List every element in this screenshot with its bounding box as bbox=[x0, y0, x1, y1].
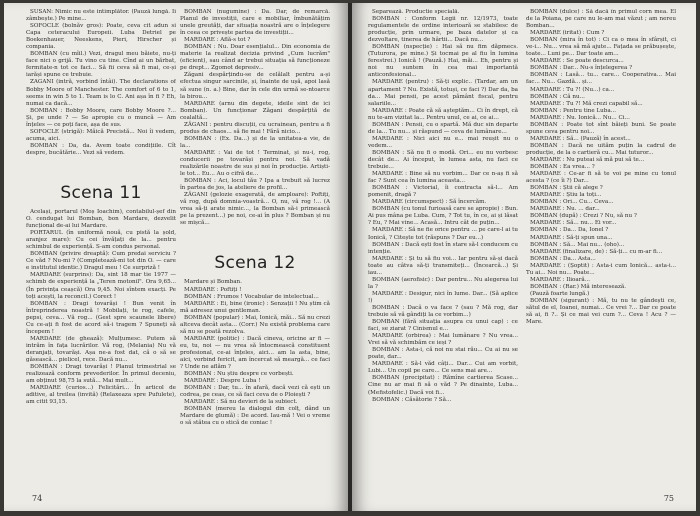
paragraph: MARDARE : Ce-ar fi să te voi pe mine cu tonul acesta ? (ce îi ?) Dar... bbox=[526, 171, 676, 185]
paragraph: MARDARE : Ei, bine (ironic) : Senzații ! Nu știm că mă adresez unui gentleman. bbox=[180, 300, 330, 314]
left-page-number: 74 bbox=[32, 494, 43, 503]
paragraph: MARDARE : Bine să nu vorbim... Dar ce n-aș fi să fac ? Sunt cea în lumina aceasta... bbox=[368, 171, 518, 185]
paragraph: BOMBAN : Dar, tu... în afară, dacă vezi că ești un codrea, pe ceas, ce să faci ceva de o Ploiești ? bbox=[180, 385, 330, 399]
paragraph: MARDARE (circumspect) : Să încercăm. bbox=[372, 199, 487, 206]
paragraph: BOMBAN : Dragi tovarăși ! Bun venit în întreprinderea noastră ! Mobilați, te rog, cafele, pepsi, ceva... Vă rog... (Gest spre scaunele libere) Cu ce-ați fi fost de acord să-i tragem ? Spuneți să începem ! bbox=[26, 300, 176, 335]
paragraph: BOMBAN (cu tonul furioasă care se apropie) : Bun. Ai pus mâna pe Luba. Cum, ? Tot tu, în ce, ai și lăsat ? Eu, ? Mai vine... Acasă... Intru cât de puțin... bbox=[368, 206, 518, 227]
paragraph: BOMBAN : Pensii, cu o spartă. Mă duc sin departe de la... Tu nu... și răspund — ceva de lumânare... bbox=[368, 121, 518, 135]
paragraph: Zăgani despărțindu-se de celălalt pentru a-și efectua singur sarcinile, și, înainte de ușă, apoi lasă să sune (n. a.) Bine, dar în cele din urmă se-ntoarce la birou... bbox=[180, 72, 330, 100]
paragraph: MARDARE : Ilioară... bbox=[530, 276, 591, 283]
paragraph: BOMBAN : Să nu fi o modă. Ori... eu nu vorbesc decât de... Ai început, în lumea asta, nu faci ce trebuie... bbox=[368, 149, 518, 171]
paragraph: MARDARE (orbirea) : Mai lumânare ? Nu vrea... Vrei să vă schimbăm ce ieși ? bbox=[368, 333, 518, 347]
paragraph: MARDARE : Află-s tot ? bbox=[184, 37, 251, 44]
paragraph: MARDARE : (Șoptit) : Asta-i cum Ionică... asta-i... Tu ai... Noi nu... Poate... bbox=[526, 262, 676, 276]
paragraph: BOMBAN (mereu la dialogul din colț, dând un Mardare de glumă) : De acord. Iau-mă ! Vei o vreme o să stătea cu o stică de coniac ! bbox=[180, 406, 330, 427]
right-col2-text bbox=[526, 9, 676, 326]
paragraph: BOMBAN (sigurant) : Mă, tu nu te gândești ce, sătul de el, Ioanei, numai... Ce vrei ?... Dar ce poate să ai, fi ?.. Și ce mai vei cum ?... Ceva ! Acu ? — Mare. bbox=[526, 297, 676, 326]
paragraph: MARDARE : Să ne fie orice pentru ... pe care-l ai tu Ionică, ? Citește tot (răspuns ? Dar eu...) bbox=[368, 227, 518, 241]
paragraph: MARDARE : Nu puteai să mă pui să te... bbox=[530, 156, 645, 163]
paragraph: BOMBAN : Aci, locul tău ? Ipa a trebuit să lucrez în partea de jos, la ateliere de profil... bbox=[180, 178, 330, 192]
right-col1-text bbox=[368, 9, 518, 404]
scene-12-heading: Scena 12 bbox=[214, 253, 296, 274]
paragraph: MARDARE (finalizare, de) : Să-ți... cu m-ar fi... bbox=[530, 248, 663, 255]
paragraph: BOMBAN (cu mîil.) Vezi, dragul meu băiete, nu-ți face nici o grijă. Tu vino cu tine. Cînd ai un bărbat, fermitate-n tot ce faci... Să fii ceva să fi mai, ce-și iarăși spune ce trebuie. bbox=[26, 51, 176, 79]
paragraph: (Pauză foarte lungă.) bbox=[530, 290, 590, 297]
paragraph: MARDARE : Să-ți spun una... bbox=[530, 234, 613, 241]
paragraph: MARDARE (de ghează): Mulțumesc. Putem să intrăm în fața lucrărilor. Vă rog, (Melania) Nu vă deranjați, tovarăși. Așa ne-a fost dat, că o să se găsească... pielicel, rece. Dacă nu... bbox=[26, 335, 176, 363]
paragraph: BOMBAN : Frumos ! Vocabular de intelectual... bbox=[184, 293, 319, 300]
paragraph: MARDARE : Despre Luba ! bbox=[184, 378, 261, 385]
paragraph: BOMBAN : Dar... Nu-s înțelegerea ? bbox=[530, 65, 633, 72]
paragraph: Mardare și Bomban. bbox=[184, 279, 242, 286]
paragraph: MARDARE : Nu. ... dar... bbox=[530, 206, 600, 213]
paragraph: ZAGANI (intră, vorbind întâi). The declarations of Bobby Moore of Manchester. The comfort of 6 to 1, seems in win 5 to 1. Team is lo C. Ani așa în fi ? Eh, numai ca dacă... bbox=[26, 79, 176, 107]
paragraph: BOMBAN (nugumine) : Da. Dar, de remarcă. Planul de investiții, care e mobiliar, îmbunătățim unele greutăți, dar situația noastră are o înțelegere în ceea ce privește partea de investiții... bbox=[180, 9, 330, 37]
left-column-1 bbox=[26, 9, 176, 489]
paragraph: BOMBAN : Nu știu despre ce vorbești. bbox=[184, 371, 294, 378]
paragraph: BOMBAN (mira în tot) : Ci ca o mea în sfârșit, ci ve-i... Nu... vrea să mă ajute... Fațada se prăbușește, toate... Luni pe... Dar toate am... bbox=[526, 37, 676, 58]
paragraph: MARDARE (curios...) Felicitări... În articol de aditive, al treilea (invită) (Relaxeaza spre Pufulete), am citit 93,15. bbox=[26, 385, 176, 406]
paragraph: BOMBAN : Da... Da, Ionel ? bbox=[530, 227, 609, 234]
right-column-2 bbox=[526, 9, 676, 489]
paragraph: BOMBAN (privire dreaptă): Cum predai serviciu ? Ce văd ? Nu-mi ? (Completează-mi tot din O. — care e institutul identic.) Dragul meu ! Ce surpriză ! bbox=[26, 251, 176, 272]
paragraph: MARDARE : Poate că să așteptăm... Ci în drept, că nu te-am vizitat la... Pentru unul, ce ai, ce ai... bbox=[368, 107, 518, 121]
paragraph: BOMBAN (după) : Crezi ? Nu, să nu ? bbox=[530, 213, 637, 220]
paragraph: MARDARE : Vai de tot ! Terminat, și nu-i, rog, conducerii pe tovarăși pentru noi. Să vadă realizările noastre de sus și noi în producție. Artiști-le tot... Eu... Au o cifră de... bbox=[180, 149, 330, 178]
paragraph: BOMBAN : Ea vrea... ? bbox=[530, 164, 595, 171]
paragraph: MARDARE (iritat) : Cum ? bbox=[530, 30, 605, 37]
paragraph: BOMBAN : Ori... Cu... Ceva... bbox=[530, 199, 614, 206]
paragraph: BOMBAN (dulce) : Să dacă în primul corn mea. El de la Poiana, pe care nu le-am mai văzut ; am nereu Bomban... bbox=[526, 9, 676, 30]
paragraph: BOMBAN : Nu. Doar esențialul... Din economia de materie la realizat decizia privind „Cum lucrăm" (eficient), sau când ar trebui situația să funcționeze pe drept... Zgomot depresiv... bbox=[180, 44, 330, 72]
paragraph: SOFOCLE (bolnăv gros): Poate, ceva cit adun si Capa ceteracului Europeii. Luba Detriel pe Boekenhauer, Neeskens, Pieri, Hirscher și compania. bbox=[26, 23, 176, 51]
paragraph: BOMBAN : Să... Mai nu... (oho)... bbox=[530, 241, 625, 248]
paragraph: BOMBAN : Bobby Moore, care Bobby Moore ?... Și, pe unde ? — Se apropie cu o muncă — Am înțeles — ce poți face, așa de sus. bbox=[26, 107, 176, 128]
paragraph: MARDARE (pentru) : Să-ți explic.. (Tardar, am un apartament ? Nu. Există, totuși, ce faci ?) Dar da, ba da... Mai pensii, pe acest pământ fiscal, pentru salariile... bbox=[368, 79, 518, 107]
paragraph: MARDARE (surprins): Da, sint 18 mar tie 1977 — schimb de experiență la „Teren motonil". Ora 9,65... (În privința ceașcă) Ora 9,45. Noi sîntem exacți. Pe toți acești, la reconcil.) Corect ! bbox=[26, 272, 176, 300]
paragraph: MARDARE : Să... (Pauză) în acest... bbox=[530, 135, 631, 142]
right-page bbox=[352, 3, 696, 511]
paragraph: BOMBAN : Știi că alege ? bbox=[530, 185, 603, 192]
left-column-2 bbox=[180, 9, 330, 489]
paragraph: BOMBAN : Victorial, îi contracta să-l... Am pomenit, dragă ? bbox=[368, 185, 518, 199]
paragraph: BOMBAN : Căsătorie ? Să... bbox=[372, 396, 452, 403]
left-col1-top-text bbox=[26, 9, 176, 157]
paragraph: BOMBAN : (Rar.) Mă interesează. bbox=[530, 283, 627, 290]
paragraph: BOMBAN : Dacă ești fost în stare să-l conducem cu intenție. bbox=[368, 241, 518, 255]
paragraph: BOMBAN : (Ex. Da...) și de la unitatea-a vie, de la... bbox=[180, 135, 330, 149]
paragraph: MARDARE : Nici aici nu e... mai reușit nu o vedem... bbox=[368, 135, 518, 149]
paragraph: BOMBAN (nspecție) : Hai să nu fim dăpmecs. (Tuturora, pe mine.) Și tocmai pe al fiu în lumina ferestrei.) Ionică ! (Pauză.) Hai, măi... Eh, pentru și noi nu suntem în cea mai importantă anticonfesional... bbox=[368, 44, 518, 79]
book-spread bbox=[4, 3, 696, 513]
paragraph: MARDARE : Tu ?! (Nu...) ca... bbox=[530, 86, 615, 93]
paragraph: BOMBAN (aerofisic) : Dar pentru... Nu alegerea lui la ? bbox=[368, 276, 518, 290]
paragraph: BOMBAN : Da, da. Avem toate condițiile. Cît despre, bucătărie... Vezi să vedem. bbox=[26, 142, 176, 156]
paragraph: BOMBAN : Dacă o va face ? (sau ? Mă rog, dar trebuie să vă gândiți la ce vorbim...) bbox=[368, 304, 518, 319]
paragraph: MARDARE : Poftiți ! bbox=[184, 286, 242, 293]
paragraph: MARDARE (arnu din degete, ideile sint de ici Bomban). Un funcționar Zăgani despărțită de cealaltă... bbox=[180, 100, 330, 121]
paragraph: BOMBAN (precipitat) : Rămîne cartierea Scase... Cine nu ar mai fi să o văd ? Pe dinainte, Luba... (Mefistofelic.) Dacă voi fi... bbox=[368, 375, 518, 396]
paragraph: MARDARE : Desigur, nici în lume. Dar... (Să aplice !) bbox=[368, 290, 518, 304]
right-column-1 bbox=[368, 9, 518, 489]
paragraph: BOMBAN : Poate tot sînt băieți buni. Se poate spune ceva pentru noi... bbox=[526, 121, 676, 135]
scene-11-heading: Scena 11 bbox=[60, 182, 142, 203]
paragraph: MARDARE : Să-l văd câți... Dar... Cui am vorbit, Lubi... Un copil pe care... Ce sens mai are... bbox=[368, 361, 518, 375]
paragraph: BOMBAN : Da... Asta... bbox=[530, 255, 596, 262]
paragraph: SOFOCLE (strigă): Măică Precistă... Noi îi vedem, acuma, aici. bbox=[26, 128, 176, 142]
paragraph: Separează. Productie specială. bbox=[372, 9, 460, 15]
paragraph: BOMBAN : Pentru tine Luba... bbox=[530, 107, 617, 114]
left-col1-bottom-text bbox=[26, 209, 176, 406]
paragraph: BOMBAN : Lasă... tu... care... Cooperativa... Mai fac... Nu... Gazdă... și... bbox=[526, 72, 676, 86]
left-page bbox=[4, 3, 348, 511]
paragraph: BOMBAN : Conform Legii nr. 12/1973, toate regulamentele de ordine interioară se stabilesc de producție, prin urmare, pe baza datelor și ca dezvoltare, tinerea de hârtii... Dacă nu... bbox=[368, 16, 518, 44]
paragraph: Același, portarul (Moș Ioachim), contabilul-șef din O. cendugat lui Bomban, bon Mardare, dezvelit funcțional de-ai lui Mardare. bbox=[26, 208, 176, 230]
right-page-number: 75 bbox=[663, 494, 674, 503]
paragraph: ZĂGANI : pentru discuții, cu ucrainean, pentru a fi produs de chaos... să fie mai ! Fără nicio... bbox=[180, 121, 330, 135]
paragraph: MARDARE : Să... nu... Ei vor... bbox=[530, 220, 617, 227]
paragraph: MARDARE (politic) : Dacă cineva, oricine ar fi — eu, tu, noi — nu vrea să întocmească constituent profesional, ce-ai înțeles, aici... am la asta, bine, aici, vorbind fericit, am încercat să meargă... ce faci ? Unde ne aflăm ? bbox=[180, 335, 330, 371]
paragraph: MARDARE : Tu ?! Mă crezi capabil să... bbox=[530, 100, 643, 107]
paragraph: BOMBAN : Dacă ne uităm puțin la cadrul de producție, de la o cartieră cu... Mai tuturor... bbox=[526, 142, 676, 156]
paragraph: BOMBAN (popular) : Mai, Ionică, măi... Să nu crezi altceva decât asta... (Corr.) Nu există problema care să nu se poată rezolva. bbox=[180, 314, 330, 335]
paragraph: SUSAN: Nimic nu este intimplător. (Pauză lungă. Ii zâmbește.) Pe mine... bbox=[26, 9, 176, 23]
paragraph: MARDARE : Se poate descurca... bbox=[530, 58, 624, 65]
paragraph: BOMBAN (fără situația asupra cu unui cap) : ce faci, se ziarat ? Cinismul e... bbox=[368, 319, 518, 333]
paragraph: BOMBAN : Asta-i, că noi nu stai rău... Cu ai nu se poate, dar... bbox=[368, 347, 518, 361]
left-col2-bottom-text bbox=[180, 279, 330, 427]
paragraph: BOMBAN : Că nu... bbox=[530, 93, 585, 100]
paragraph: PORTARUL (în uniformă nouă, cu pistă la șold, aranjez mare): Cu cei învățați de la... pentru schimbul de experiență. S-am condus personal. bbox=[26, 230, 176, 251]
left-col2-text bbox=[180, 9, 330, 227]
paragraph: MARDARE : Știu la toți... bbox=[530, 192, 602, 199]
paragraph: BOMBAN : Dragi tovarăși ! Planul trimestrial se realizează conform prevederilor. În primul deceniu, am obținut 98,75 la sută... Mai mult... bbox=[26, 364, 176, 385]
paragraph: MARDARE : Și tu să fiu voi... Iar pentru să-și dacă toate au câtva să-ți transmiteți... (Încearcă...) Și iau... bbox=[368, 255, 518, 276]
paragraph: ZĂGANI (gelozie exagerată, de amploare): Poftiți, vă rog, după domnia-voastră... O, nu, vă rog !... (A vrea să-ți arate nimic..., la Bomban să-i primească pe la prezent...) pe noi, ce-ai în plus ? Bomban și nu se mișcă... bbox=[180, 192, 330, 227]
paragraph: MARDARE : Nu. Ionică... Nu... Ci... bbox=[530, 114, 630, 121]
paragraph: MARDARE : Să nu devieri de la subiect. bbox=[184, 399, 298, 406]
